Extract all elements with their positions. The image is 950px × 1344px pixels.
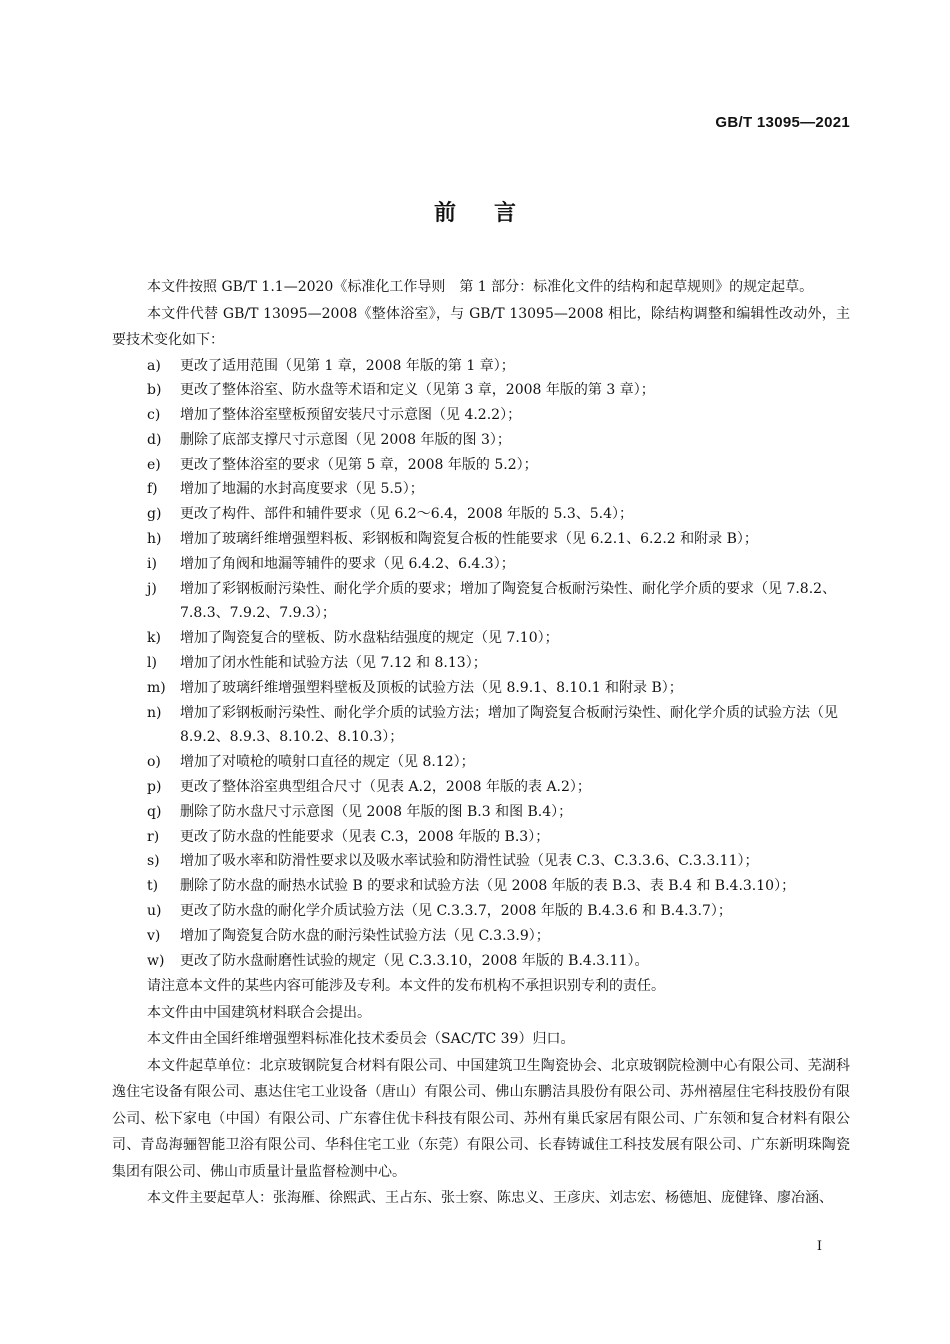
- list-item-text: 增加了角阀和地漏等辅件的要求（见 6.4.2、6.4.3）；: [180, 555, 515, 572]
- paragraph-proposed-by: 本文件由中国建筑材料联合会提出。: [147, 1004, 371, 1021]
- list-item-label: e): [147, 456, 161, 473]
- list-item: [112, 403, 850, 428]
- list-item-label: f): [147, 481, 158, 498]
- page-number: I: [816, 1239, 822, 1254]
- list-item-text: 更改了防水盘的性能要求（见表 C.3，2008 年版的 B.3）；: [180, 828, 550, 845]
- list-item-label: p): [147, 779, 162, 796]
- list-item: [112, 676, 850, 701]
- list-item-text: 更改了构件、部件和辅件要求（见 6.2～6.4，2008 年版的 5.3、5.4）；: [180, 506, 634, 523]
- list-item-text: 增加了吸水率和防滑性要求以及吸水率试验和防滑性试验（见表 C.3、C.3.3.6、C.3.3.11）；: [180, 853, 759, 870]
- list-item: [112, 849, 850, 874]
- list-item: [112, 453, 850, 478]
- list-item-text: 更改了整体浴室典型组合尺寸（见表 A.2，2008 年版的表 A.2）；: [180, 779, 591, 796]
- list-item: [112, 924, 850, 949]
- list-item-text: 增加了玻璃纤维增强塑料板、彩钢板和陶瓷复合板的性能要求（见 6.2.1、6.2.2 和附录 B）；: [180, 531, 758, 548]
- list-item: [112, 477, 850, 502]
- list-item: [112, 800, 850, 825]
- list-item: [112, 552, 850, 577]
- list-item-label: d): [147, 431, 162, 448]
- list-item-label: o): [147, 754, 161, 771]
- paragraph-drafters: 本文件主要起草人：张海雁、徐熙武、王占东、张士察、陈忠义、王彦庆、刘志宏、杨德旭、庞健锋、廖冶涵、: [147, 1190, 833, 1207]
- list-item-text: 增加了闭水性能和试验方法（见 7.12 和 8.13）；: [180, 655, 487, 672]
- list-item-label: h): [147, 531, 162, 548]
- standard-number: GB/T 13095—2021: [715, 114, 850, 131]
- list-item-label: w): [147, 952, 165, 969]
- list-item-label: i): [147, 555, 157, 572]
- list-item-text: 增加了地漏的水封高度要求（见 5.5）；: [180, 481, 424, 498]
- list-item-text: 删除了底部支撑尺寸示意图（见 2008 年版的图 3）；: [180, 431, 511, 448]
- list-item-text: 更改了防水盘的耐化学介质试验方法（见 C.3.3.7，2008 年版的 B.4.3.6 和 B.4.3.7）；: [180, 903, 732, 920]
- list-item-text: 删除了防水盘的耐热水试验 B 的要求和试验方法（见 2008 年版的表 B.3、表 B.4 和 B.4.3.10）；: [180, 878, 796, 895]
- list-item-label: l): [147, 655, 157, 672]
- list-item-label: r): [147, 828, 160, 845]
- changes-list: [112, 354, 850, 974]
- list-item: [112, 577, 850, 627]
- list-item-label: c): [147, 407, 161, 424]
- list-item: [112, 874, 850, 899]
- list-item-text: 更改了整体浴室、防水盘等术语和定义（见第 3 章，2008 年版的第 3 章）；: [180, 382, 655, 399]
- list-item: [112, 428, 850, 453]
- list-item-label: g): [147, 506, 162, 523]
- paragraph-patent-notice: 请注意本文件的某些内容可能涉及专利。本文件的发布机构不承担识别专利的责任。: [147, 978, 665, 995]
- list-item-text: 删除了防水盘尺寸示意图（见 2008 年版的图 B.3 和图 B.4）；: [180, 803, 573, 820]
- document-body: [112, 274, 850, 1212]
- list-item-label: k): [147, 630, 161, 647]
- list-item: [112, 899, 850, 924]
- list-item-text: 更改了防水盘耐磨性试验的规定（见 C.3.3.10，2008 年版的 B.4.3.11）。: [180, 952, 649, 969]
- page-title: 前言: [433, 201, 554, 226]
- list-item-text: 增加了玻璃纤维增强塑料壁板及顶板的试验方法（见 8.9.1、8.10.1 和附录 B）；: [180, 679, 683, 696]
- list-item: [112, 378, 850, 403]
- list-item-text: 增加了对喷枪的喷射口直径的规定（见 8.12）；: [180, 754, 475, 771]
- paragraph-drafting-units: 本文件起草单位：北京玻钢院复合材料有限公司、中国建筑卫生陶瓷协会、北京玻钢院检测中心有限公司、芜湖科逸住宅设备有限公司、惠达住宅工业设备（唐山）有限公司、佛山东鹏洁具股份有限公司、苏州禧屋住宅科技股份有限公司、松下家电（中国）有限公司、广东睿住优卡科技有限公司、苏州有巢氏家居有限公司、广东领和复合材料有限公司、青岛海骊智能卫浴有限公司、华科住宅工业（东莞）有限公司、长春铸诚住工科技发展有限公司、广东新明珠陶瓷集团有限公司、佛山市质量计量监督检测中心。: [112, 1057, 850, 1180]
- list-item-label: a): [147, 357, 161, 374]
- list-item: [112, 651, 850, 676]
- list-item-label: t): [147, 878, 159, 895]
- list-item: [112, 527, 850, 552]
- list-item-label: n): [147, 704, 162, 721]
- list-item-text: 更改了适用范围（见第 1 章，2008 年版的第 1 章）；: [180, 357, 515, 374]
- list-item: [112, 626, 850, 651]
- list-item: [112, 750, 850, 775]
- list-item-label: v): [147, 927, 161, 944]
- list-item: [112, 775, 850, 800]
- paragraph-drafting-rules: 本文件按照 GB/T 1.1—2020《标准化工作导则 第 1 部分：标准化文件的结构和起草规则》的规定起草。: [147, 279, 814, 295]
- list-item-text: 更改了整体浴室的要求（见第 5 章，2008 年版的 5.2）；: [180, 456, 538, 473]
- list-item-label: s): [147, 853, 160, 870]
- list-item-text: 增加了彩钢板耐污染性、耐化学介质的试验方法；增加了陶瓷复合板耐污染性、耐化学介质的试验方法（见 8.9.2、8.9.3、8.10.2、8.10.3）；: [180, 704, 838, 746]
- list-item: [112, 701, 850, 751]
- list-item-label: q): [147, 803, 162, 820]
- paragraph-replacement: 本文件代替 GB/T 13095—2008《整体浴室》，与 GB/T 13095—2008 相比，除结构调整和编辑性改动外，主要技术变化如下：: [112, 305, 850, 348]
- list-item: [112, 825, 850, 850]
- list-item-text: 增加了陶瓷复合的壁板、防水盘粘结强度的规定（见 7.10）；: [180, 630, 559, 647]
- paragraph-administered-by: 本文件由全国纤维增强塑料标准化技术委员会（SAC/TC 39）归口。: [147, 1031, 575, 1048]
- list-item-text: 增加了整体浴室壁板预留安装尺寸示意图（见 4.2.2）；: [180, 407, 522, 424]
- list-item-label: b): [147, 382, 162, 399]
- list-item-label: j): [147, 580, 157, 597]
- list-item-label: m): [147, 679, 166, 696]
- list-item-text: 增加了彩钢板耐污染性、耐化学介质的要求；增加了陶瓷复合板耐污染性、耐化学介质的要求（见 7.8.2、7.8.3、7.9.2、7.9.3）；: [180, 580, 837, 622]
- list-item: [112, 354, 850, 379]
- list-item: [112, 502, 850, 527]
- list-item: [112, 949, 850, 974]
- list-item-label: u): [147, 903, 162, 920]
- list-item-text: 增加了陶瓷复合防水盘的耐污染性试验方法（见 C.3.3.9）；: [180, 927, 550, 944]
